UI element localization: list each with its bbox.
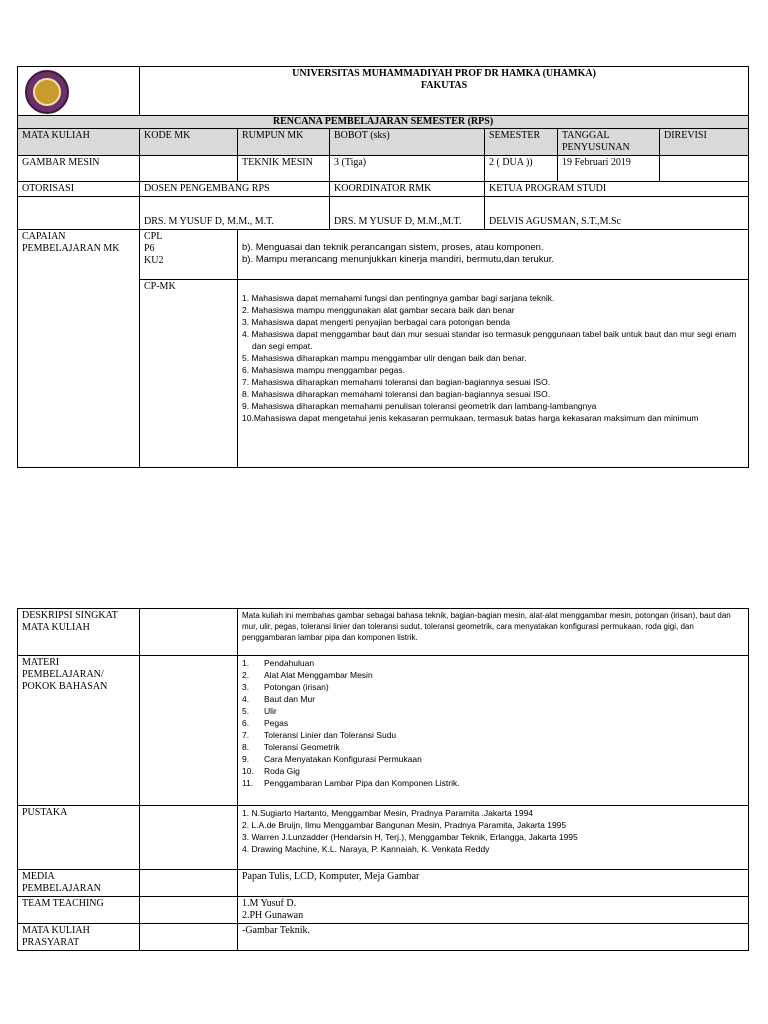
dosen-value: DRS. M YUSUF D, M.M., M.T. (144, 216, 275, 227)
materi-text: Pegas (264, 718, 289, 728)
col-bobot: BOBOT (sks) (330, 129, 485, 156)
university-name: UNIVERSITAS MUHAMMADIYAH PROF DR HAMKA (UHAMKA) (292, 68, 596, 79)
materi-item (242, 693, 744, 705)
materi-text: Cara Menyatakan Konfigurasi Permukaan (264, 754, 422, 764)
cpl-code: P6 (144, 243, 155, 254)
materi-item (242, 657, 744, 669)
team-empty (140, 897, 238, 924)
pustaka-label: PUSTAKA (18, 806, 140, 870)
cpmk-item: 1. Mahasiswa dapat memahami fungsi dan pentingnya gambar bagi sarjana teknik. (242, 293, 555, 303)
cpmk-item: 9. Mahasiswa diharapkan memahami penulisan toleransi geometrik dan lambang-lambangnya (242, 401, 597, 411)
rps-header-table (17, 66, 749, 468)
deskripsi-empty (140, 609, 238, 656)
cpmk-item: 10.Mahasiswa dapat mengetahui jenis kekasaran permukaan, termasuk batas harga kekasaran maksimum dan minimum (242, 413, 699, 423)
course-semester: 2 ( DUA )) (485, 156, 558, 182)
materi-list (238, 656, 749, 806)
cpmk-item: 6. Mahasiswa mampu menggambar pegas. (242, 365, 405, 375)
cpmk-item: 4. Mahasiswa dapat menggambar baut dan mur sesuai standar iso termasuk penggunaan tabel baik untuk baut dan mur segi enam dan segi empat. (242, 329, 737, 351)
materi-text: Roda Gig (264, 766, 300, 776)
materi-text: Toleransi Linier dan Toleransi Sudu (264, 730, 397, 740)
course-bobot: 3 (Tiga) (330, 156, 485, 182)
cpl-item: b). Mampu merancang menunjukkan kinerja mandiri, bermutu,dan terukur. (242, 254, 555, 265)
materi-no: 10. (242, 766, 254, 776)
course-rumpun: TEKNIK MESIN (238, 156, 330, 182)
otorisasi-empty (18, 197, 140, 230)
otorisasi-label: OTORISASI (18, 182, 140, 197)
cpl-items (238, 230, 749, 280)
pustaka-item: 4. Drawing Machine, K.L. Naraya, P. Kannaiah, K. Venkata Reddy (242, 844, 490, 854)
materi-no: 5. (242, 706, 250, 716)
col-tanggal: TANGGAL PENYUSUNAN (558, 129, 660, 156)
kaprodi-name (485, 197, 749, 230)
team-label: TEAM TEACHING (18, 897, 140, 924)
cpl-code: CPL (144, 231, 163, 242)
col-kode-mk: KODE MK (140, 129, 238, 156)
capaian-label: CAPAIAN PEMBELAJARAN MK (18, 230, 140, 468)
koordinator-label: KOORDINATOR RMK (330, 182, 485, 197)
cpmk-item: 2. Mahasiswa mampu menggunakan alat gambar secara baik dan benar (242, 305, 515, 315)
course-direvisi (660, 156, 749, 182)
logo-cell (18, 67, 140, 116)
materi-item (242, 729, 744, 741)
cpl-code: KU2 (144, 255, 164, 266)
materi-text: Potongan (irisan) (264, 682, 329, 692)
materi-text: Penggambaran Lambar Pipa dan Komponen Listrik. (264, 778, 460, 788)
materi-no: 3. (242, 682, 250, 692)
materi-text: Alat Alat Menggambar Mesin (264, 670, 373, 680)
materi-no: 1. (242, 658, 250, 668)
team-member: 1.M Yusuf D. (242, 898, 297, 909)
materi-item (242, 717, 744, 729)
cpmk-item: 7. Mahasiswa diharapkan memahami toleransi dan bagian-bagiannya sesuai ISO. (242, 377, 551, 387)
pustaka-item: 1. N.Sugiarto Hartanto, Menggambar Mesin, Pradnya Paramita .Jakarta 1994 (242, 808, 534, 818)
prasyarat-label: MATA KULIAH PRASYARAT (18, 924, 140, 951)
media-label: MEDIA PEMBELAJARAN (18, 870, 140, 897)
rps-title: RENCANA PEMBELAJARAN SEMESTER (RPS) (18, 116, 749, 129)
dosen-name (140, 197, 330, 230)
pustaka-empty (140, 806, 238, 870)
col-semester: SEMESTER (485, 129, 558, 156)
deskripsi-label: DESKRIPSI SINGKAT MATA KULIAH (18, 609, 140, 656)
cpmk-item: 3. Mahasiswa dapat mengerti penyajian berbagai cara potongan benda (242, 317, 510, 327)
cpl-codes (140, 230, 238, 280)
cpl-item: b). Menguasai dan teknik perancangan sistem, proses, atau komponen. (242, 242, 544, 253)
kaprodi-label: KETUA PROGRAM STUDI (485, 182, 749, 197)
materi-no: 2. (242, 670, 250, 680)
team-list (238, 897, 749, 924)
deskripsi-text: Mata kuliah ini membahas gambar sebagai bahasa teknik, bagian-bagian mesin, alat-alat menggambar mesin, potongan (irisan), baut dan mur, ulir, pegas, toleransi linier dan toleransi sudut, toleransi geometrik, cara menyatakan konfigurasi permukaan, roda gigi, dan penggambaran lambar pipa dan komponen listrik. (238, 609, 749, 656)
faculty-name: FAKUTAS (420, 80, 468, 91)
materi-no: 7. (242, 730, 250, 740)
team-member: 2.PH Gunawan (242, 910, 304, 921)
pustaka-item: 3. Warren J.Lunzadder (Hendarsin H, Terj.), Menggambar Teknik, Erlangga, Jakarta 1995 (242, 832, 578, 842)
pustaka-list (238, 806, 749, 870)
cpmk-item: 5. Mahasiswa diharapkan mampu menggambar ulir dengan baik dan benar. (242, 353, 527, 363)
prasyarat-text: -Gambar Teknik. (238, 924, 749, 951)
pustaka-item: 2. L.A.de Bruijn, Ilmu Menggambar Bangunan Mesin, Pradnya Paramita, Jakarta 1995 (242, 820, 567, 830)
cpmk-item: 8. Mahasiswa diharapkan memahami toleransi dan bagian-bagiannya sesuai ISO. (242, 389, 551, 399)
materi-item (242, 705, 744, 717)
koordinator-name (330, 197, 485, 230)
materi-no: 9. (242, 754, 250, 764)
materi-item (242, 753, 744, 765)
materi-text: Baut dan Mur (264, 694, 316, 704)
materi-label: MATERI PEMBELAJARAN/ POKOK BAHASAN (18, 656, 140, 806)
col-rumpun-mk: RUMPUN MK (238, 129, 330, 156)
media-text: Papan Tulis, LCD, Komputer, Meja Gambar (238, 870, 749, 897)
materi-text: Ulir (264, 706, 277, 716)
cpmk-items (238, 280, 749, 468)
kaprodi-value: DELVIS AGUSMAN, S.T.,M.Sc (489, 216, 621, 227)
materi-item (242, 681, 744, 693)
materi-item (242, 777, 744, 789)
materi-no: 11. (242, 778, 254, 788)
col-mata-kuliah: MATA KULIAH (18, 129, 140, 156)
col-direvisi: DIREVISI (660, 129, 749, 156)
course-tanggal: 19 Februari 2019 (558, 156, 660, 182)
university-seal-icon (25, 70, 69, 114)
materi-item (242, 741, 744, 753)
materi-no: 8. (242, 742, 250, 752)
materi-item (242, 765, 744, 777)
prasyarat-empty (140, 924, 238, 951)
materi-no: 6. (242, 718, 250, 728)
koordinator-value: DRS. M YUSUF D, M.M.,M.T. (334, 216, 462, 227)
header-title-cell (140, 67, 749, 116)
materi-text: Toleransi Geometrik (264, 742, 340, 752)
course-kode (140, 156, 238, 182)
materi-item (242, 669, 744, 681)
materi-text: Pendahuluan (264, 658, 315, 668)
course-name: GAMBAR MESIN (18, 156, 140, 182)
materi-empty (140, 656, 238, 806)
materi-no: 4. (242, 694, 250, 704)
cpmk-label: CP-MK (140, 280, 238, 468)
media-empty (140, 870, 238, 897)
rps-detail-table (17, 608, 749, 951)
dosen-label: DOSEN PENGEMBANG RPS (140, 182, 330, 197)
